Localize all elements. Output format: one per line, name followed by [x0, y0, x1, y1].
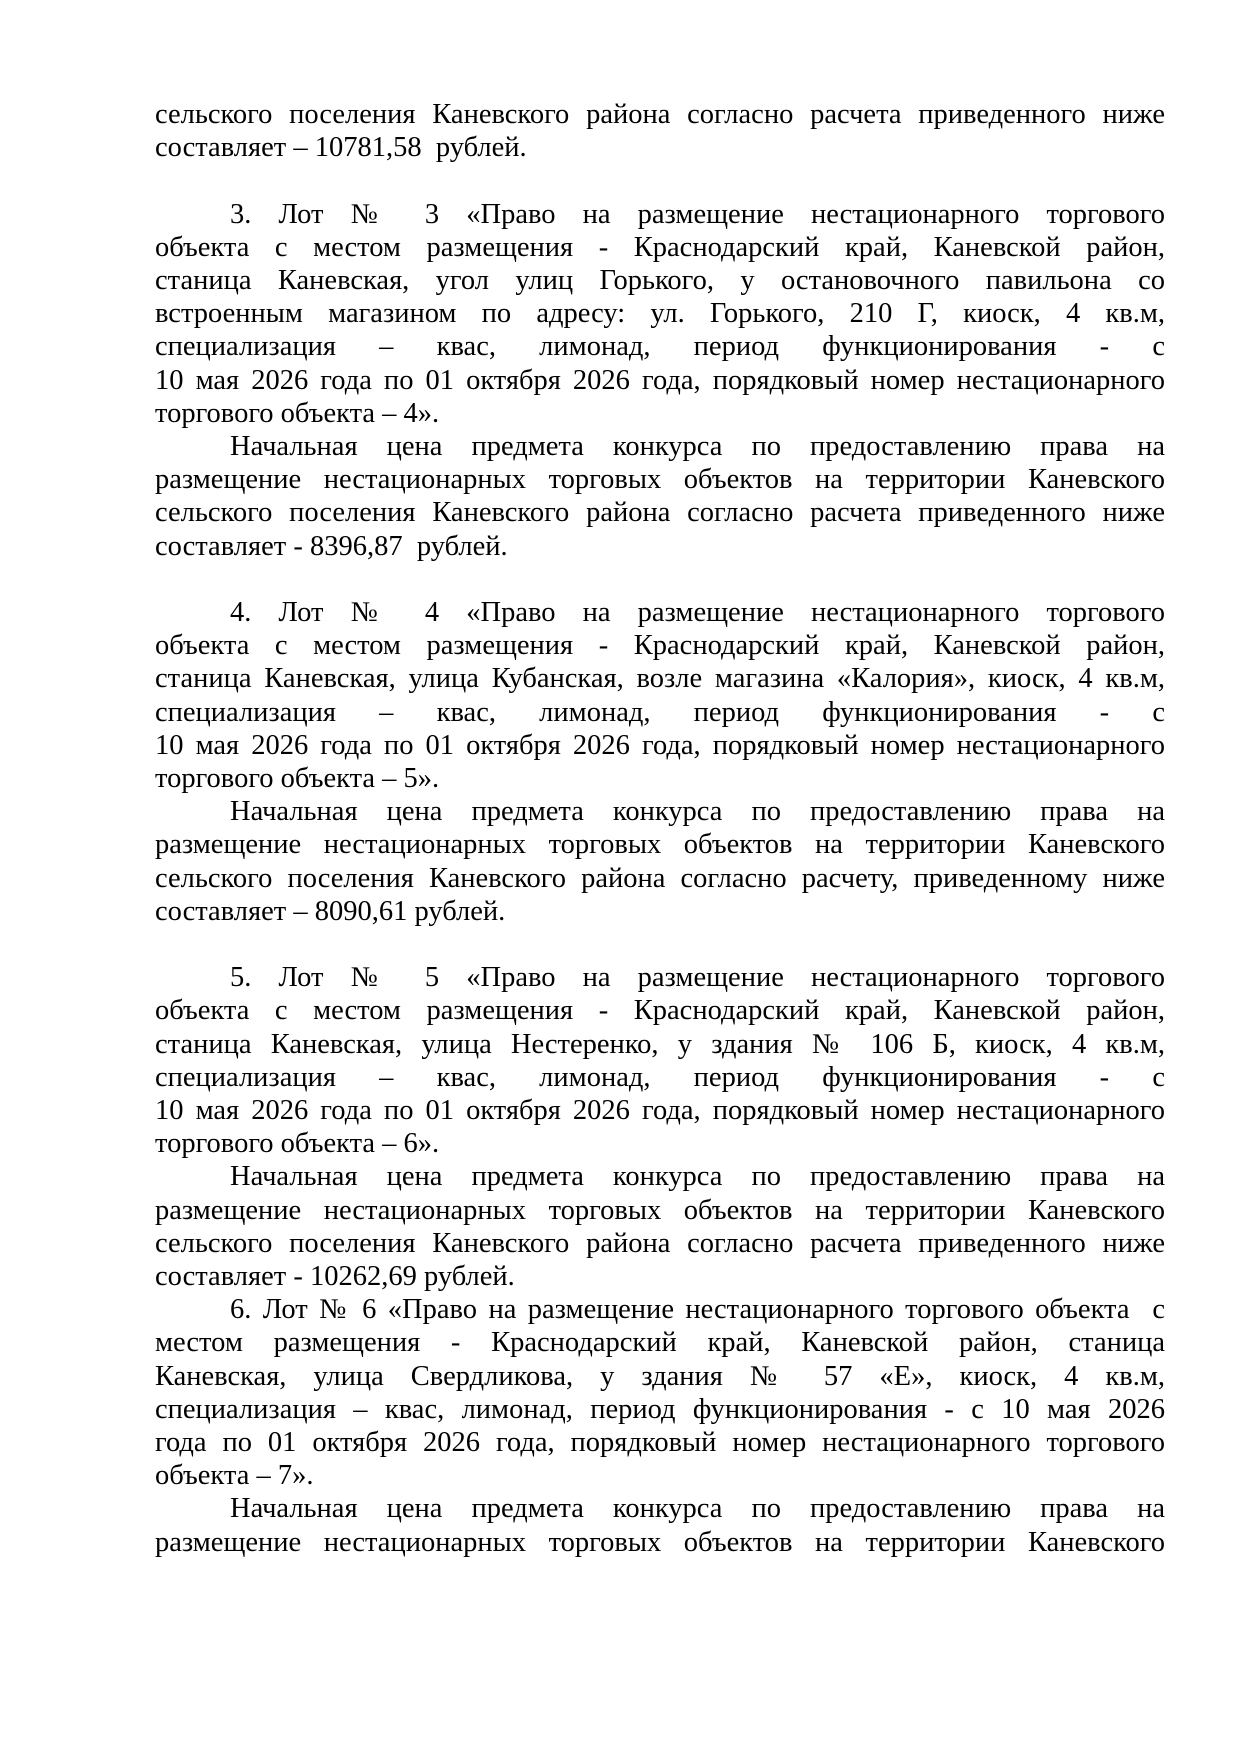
- text-line: составляет – 10781,58 рублей.: [155, 132, 527, 164]
- text-line: 6. Лот № 6 «Право на размещение нестационарного торгового объекта с: [230, 1294, 1165, 1326]
- text-line: сельского поселения Каневского района согласно расчету, приведенному ниже: [155, 862, 1165, 894]
- text-line: станица Каневская, улица Нестеренко, у здания № 106 Б, киоск, 4 кв.м,: [155, 1028, 1165, 1060]
- text-line: составляет - 10262,69 рублей.: [155, 1261, 515, 1293]
- text-line: 10 мая 2026 года по 01 октября 2026 года, порядковый номер нестационарного: [155, 364, 1165, 396]
- paragraph-lot6: [155, 1293, 1165, 1492]
- text-line: специализация – квас, лимонад, период функционирования - с: [155, 1061, 1165, 1093]
- text-line: составляет - 8396,87 рублей.: [155, 530, 508, 562]
- text-line: торгового объекта – 5».: [155, 763, 440, 795]
- text-line: сельского поселения Каневского района согласно расчета приведенного ниже: [155, 1227, 1165, 1259]
- text-line: встроенным магазином по адресу: ул. Горького, 210 Г, киоск, 4 кв.м,: [155, 298, 1165, 330]
- text-line: составляет – 8090,61 рублей.: [155, 895, 506, 927]
- paragraph-lot6-price: [155, 1492, 1165, 1558]
- paragraph-lot3: [155, 198, 1165, 430]
- text-line: Начальная цена предмета конкурса по предоставлению права на: [230, 1161, 1165, 1193]
- text-line: специализация – квас, лимонад, период функционирования - с: [155, 696, 1165, 728]
- text-line: сельского поселения Каневского района согласно расчета приведенного ниже: [155, 497, 1165, 529]
- text-line: объекта с местом размещения - Краснодарский край, Каневской район,: [155, 231, 1165, 263]
- text-line: размещение нестационарных торговых объектов на территории Каневского: [155, 1194, 1165, 1226]
- text-line: станица Каневская, улица Кубанская, возле магазина «Калория», киоск, 4 кв.м,: [155, 663, 1165, 695]
- paragraph-lot3-price: [155, 430, 1165, 563]
- text-line: Каневская, улица Свердликова, у здания № 57 «Е», киоск, 4 кв.м,: [155, 1360, 1165, 1392]
- text-line: торгового объекта – 4».: [155, 397, 440, 429]
- text-line: Начальная цена предмета конкурса по предоставлению права на: [230, 431, 1165, 463]
- text-line: 4. Лот № 4 «Право на размещение нестационарного торгового: [230, 597, 1165, 629]
- text-line: специализация – квас, лимонад, период функционирования - с 10 мая 2026: [155, 1393, 1165, 1425]
- text-line: станица Каневская, угол улиц Горького, у остановочного павильона со: [155, 265, 1165, 296]
- paragraph-lot5: [155, 961, 1165, 1160]
- text-line: 3. Лот № 3 «Право на размещение нестационарного торгового: [230, 198, 1165, 230]
- paragraph-lot4: [155, 596, 1165, 795]
- text-line: размещение нестационарных торговых объектов на территории Каневского: [155, 829, 1165, 861]
- text-line: специализация – квас, лимонад, период функционирования - с: [155, 331, 1165, 363]
- text-line: Начальная цена предмета конкурса по предоставлению права на: [230, 1493, 1165, 1525]
- document-content: [155, 98, 1165, 1559]
- text-line: Начальная цена предмета конкурса по предоставлению права на: [230, 796, 1165, 828]
- text-line: размещение нестационарных торговых объектов на территории Каневского: [155, 464, 1165, 496]
- paragraph-lot4-price: [155, 795, 1165, 928]
- text-line: торгового объекта – 6».: [155, 1128, 440, 1160]
- text-line: сельского поселения Каневского района согласно расчета приведенного ниже: [155, 99, 1165, 130]
- text-line: 10 мая 2026 года по 01 октября 2026 года, порядковый номер нестационарного: [155, 729, 1165, 761]
- text-line: объекта с местом размещения - Краснодарский край, Каневской район,: [155, 630, 1165, 662]
- paragraph-lot2-price-continuation: [155, 98, 1165, 164]
- text-line: размещение нестационарных торговых объектов на территории Каневского: [155, 1526, 1165, 1558]
- text-line: 5. Лот № 5 «Право на размещение нестационарного торгового: [230, 962, 1165, 994]
- paragraph-lot5-price: [155, 1160, 1165, 1293]
- text-line: года по 01 октября 2026 года, порядковый номер нестационарного торгового: [155, 1427, 1165, 1459]
- text-line: объекта – 7».: [155, 1460, 314, 1492]
- text-line: объекта с местом размещения - Краснодарский край, Каневской район,: [155, 995, 1165, 1027]
- text-line: 10 мая 2026 года по 01 октября 2026 года, порядковый номер нестационарного: [155, 1095, 1165, 1127]
- text-line: местом размещения - Краснодарский край, Каневской район, станица: [155, 1327, 1165, 1359]
